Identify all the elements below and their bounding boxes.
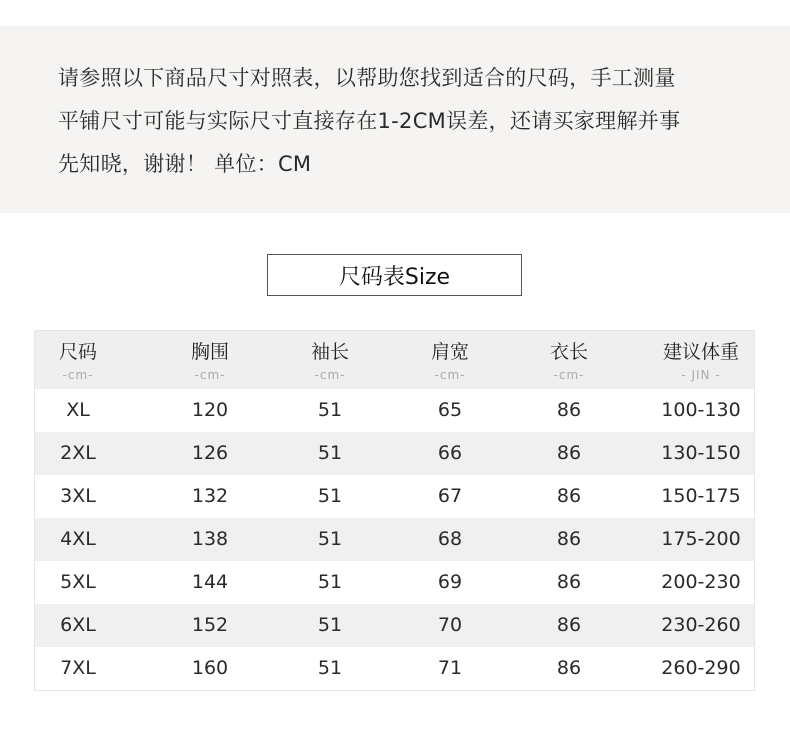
table-cell: 66 — [437, 442, 463, 464]
table-cell: 138 — [191, 528, 229, 550]
table-cell: 68 — [437, 528, 463, 550]
table-cell: 51 — [317, 528, 343, 550]
table-cell: 51 — [317, 485, 343, 507]
table-cell: 160 — [191, 657, 229, 679]
table-cell: 2XL — [60, 442, 96, 464]
size-table — [34, 330, 755, 691]
table-cell: 130-150 — [661, 442, 741, 464]
table-row — [35, 432, 754, 475]
table-cell: 120 — [191, 399, 229, 421]
size-chart-title: 尺码表Size — [267, 254, 522, 296]
table-cell: 132 — [191, 485, 229, 507]
table-cell: XL — [66, 399, 90, 421]
header-label: 衣长 — [549, 341, 588, 363]
table-row — [35, 561, 754, 604]
table-row — [35, 389, 754, 432]
table-cell: 126 — [191, 442, 229, 464]
table-cell: 150-175 — [661, 485, 741, 507]
table-cell: 200-230 — [661, 571, 741, 593]
header-unit: -cm- — [553, 368, 585, 382]
table-cell: 260-290 — [661, 657, 741, 679]
table-cell: 7XL — [60, 657, 96, 679]
table-row — [35, 604, 754, 647]
notice-line: 先知晓，谢谢！ 单位：CM — [58, 152, 312, 176]
table-cell: 86 — [556, 614, 582, 636]
header-unit: -cm- — [314, 368, 346, 382]
table-cell: 6XL — [60, 614, 96, 636]
header-unit: - JIN - — [681, 368, 721, 382]
table-cell: 70 — [437, 614, 463, 636]
table-cell: 100-130 — [661, 399, 741, 421]
table-cell: 3XL — [60, 485, 96, 507]
header-label: 建议体重 — [662, 341, 739, 363]
header-unit: -cm- — [194, 368, 226, 382]
table-row — [35, 647, 754, 690]
table-cell: 71 — [437, 657, 463, 679]
notice-line: 请参照以下商品尺寸对照表，以帮助您找到适合的尺码，手工测量 — [58, 66, 676, 90]
header-label: 尺码 — [58, 341, 97, 363]
table-cell: 51 — [317, 442, 343, 464]
table-cell: 86 — [556, 528, 582, 550]
table-cell: 86 — [556, 571, 582, 593]
header-label: 肩宽 — [430, 341, 469, 363]
table-header-row — [35, 331, 754, 389]
table-cell: 86 — [556, 657, 582, 679]
table-cell: 51 — [317, 657, 343, 679]
header-unit: -cm- — [62, 368, 94, 382]
table-cell: 67 — [437, 485, 463, 507]
table-cell: 86 — [556, 485, 582, 507]
table-cell: 69 — [437, 571, 463, 593]
table-cell: 51 — [317, 571, 343, 593]
table-row — [35, 475, 754, 518]
table-cell: 4XL — [60, 528, 96, 550]
table-row — [35, 518, 754, 561]
table-cell: 86 — [556, 442, 582, 464]
table-cell: 51 — [317, 614, 343, 636]
table-cell: 86 — [556, 399, 582, 421]
header-label: 袖长 — [310, 341, 349, 363]
table-cell: 144 — [191, 571, 229, 593]
table-cell: 51 — [317, 399, 343, 421]
header-label: 胸围 — [190, 341, 229, 363]
table-cell: 230-260 — [661, 614, 741, 636]
table-cell: 65 — [437, 399, 463, 421]
notice-line: 平铺尺寸可能与实际尺寸直接存在1-2CM误差，还请买家理解并事 — [58, 109, 681, 133]
header-unit: -cm- — [434, 368, 466, 382]
notice-panel — [0, 26, 790, 213]
table-cell: 152 — [191, 614, 229, 636]
table-cell: 5XL — [60, 571, 96, 593]
table-cell: 175-200 — [661, 528, 741, 550]
